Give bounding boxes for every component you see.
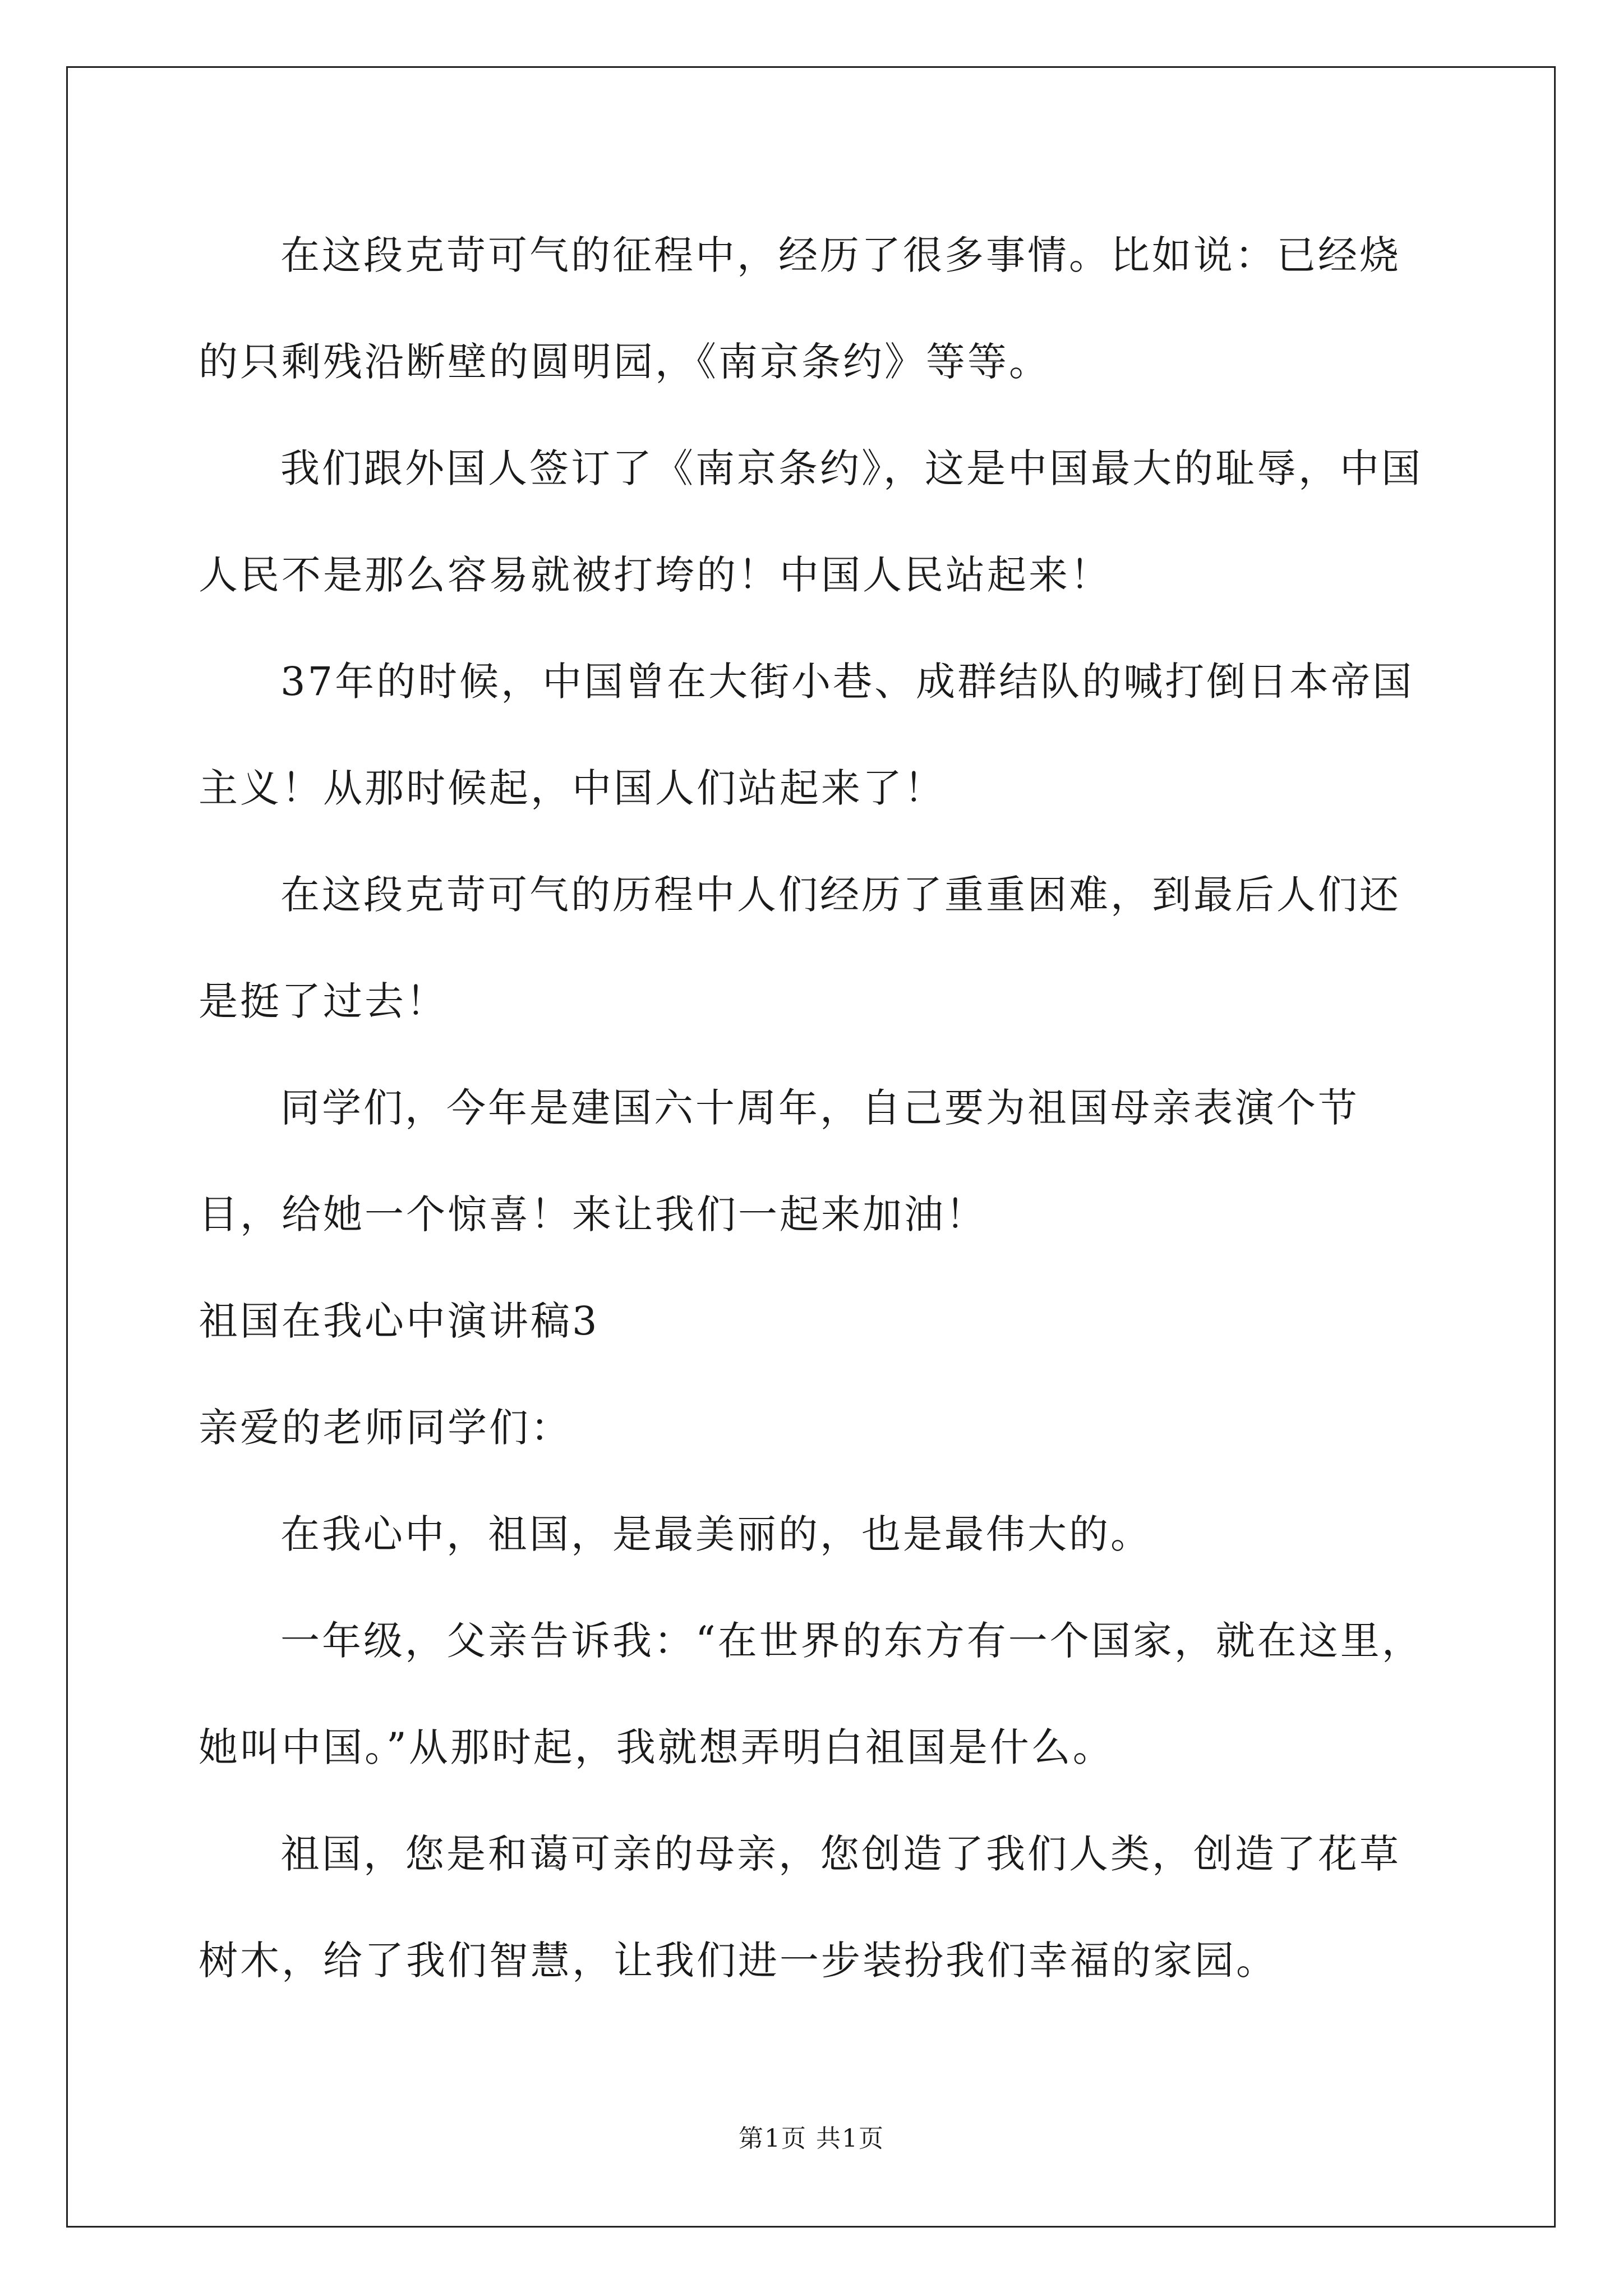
page-number-footer: 第1页 共1页 xyxy=(739,2124,884,2153)
section-heading: 祖国在我心中演讲稿3 xyxy=(199,1298,600,1344)
paragraph: 我们跟外国人签订了《南京条约》，这是中国最大的耻辱，中国人民不是那么容易就被打垮的！中国人民站起来！ xyxy=(199,445,1423,598)
paragraph: 37年的时候，中国曾在大街小巷、成群结队的喊打倒日本帝国主义！从那时候起，中国人们站起来了！ xyxy=(199,659,1414,811)
document-body xyxy=(199,202,1432,2014)
salutation: 亲爱的老师同学们： xyxy=(199,1405,572,1451)
paragraph: 同学们，今年是建国六十周年，自己要为祖国母亲表演个节目，给她一个惊喜！来让我们一起来加油！ xyxy=(199,1085,1359,1237)
paragraph: 祖国，您是和蔼可亲的母亲，您创造了我们人类，创造了花草树木，给了我们智慧，让我们进一步装扮我们幸福的家园。 xyxy=(199,1831,1401,1984)
paragraph: 在这段克苛可气的征程中，经历了很多事情。比如说：已经烧的只剩残沿断壁的圆明园，《南京条约》等等。 xyxy=(199,232,1401,385)
paragraph: 在这段克苛可气的历程中人们经历了重重困难，到最后人们还是挺了过去！ xyxy=(199,872,1401,1024)
paragraph: 一年级，父亲告诉我：“在世界的东方有一个国家，就在这里，她叫中国。”从那时起，我就想弄明白祖国是什么。 xyxy=(199,1618,1423,1770)
paragraph: 在我心中，祖国，是最美丽的，也是最伟大的。 xyxy=(280,1511,1152,1557)
